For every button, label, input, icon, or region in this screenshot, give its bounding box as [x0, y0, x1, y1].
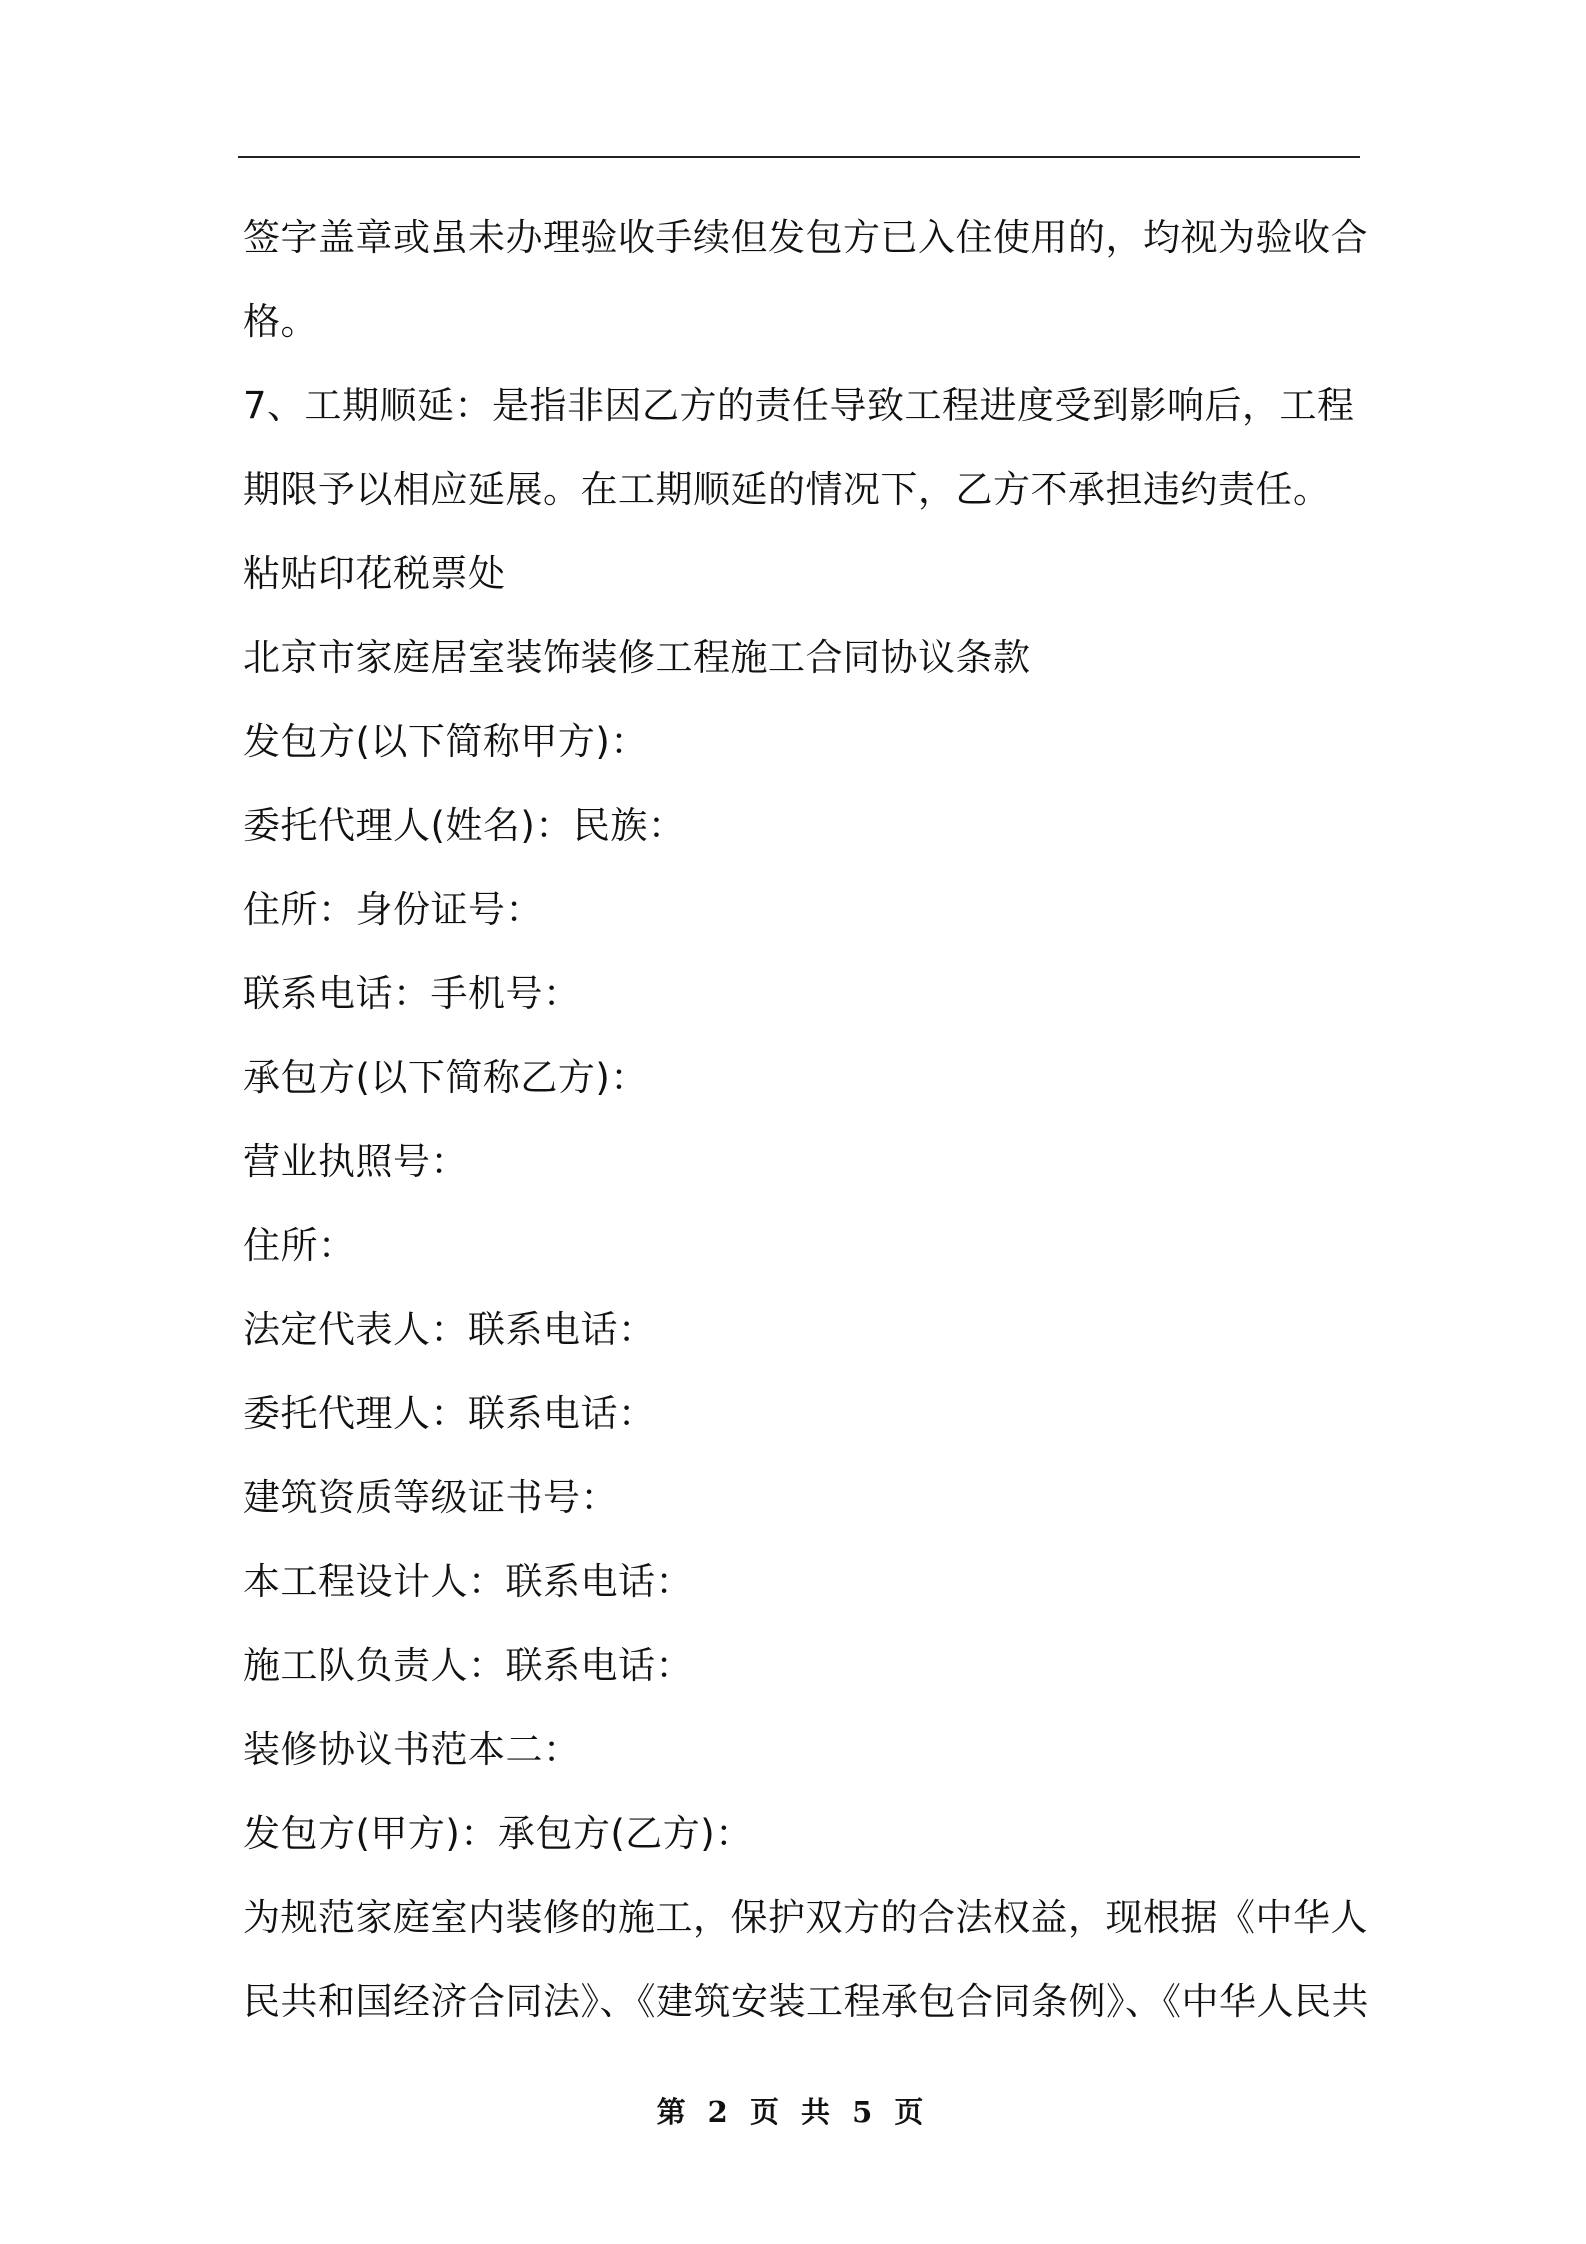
stamp-tax-label: 粘贴印花税票处	[243, 552, 506, 595]
text-line-3: 7、工期顺延：是指非因乙方的责任导致工程进度受到影响后，工程	[243, 384, 1355, 427]
text-line-2: 格。	[243, 300, 318, 343]
legal-rep-field: 法定代表人：联系电话：	[243, 1308, 656, 1351]
party-b-field: 承包方(以下简称乙方)：	[243, 1056, 648, 1099]
team-leader-field: 施工队负责人：联系电话：	[243, 1644, 693, 1687]
address-id-field: 住所：身份证号：	[243, 888, 543, 931]
text-line-21: 为规范家庭室内装修的施工，保护双方的合法权益，现根据《中华人	[243, 1896, 1368, 1939]
parties-field: 发包方(甲方)：承包方(乙方)：	[243, 1812, 753, 1855]
qualification-cert-field: 建筑资质等级证书号：	[243, 1476, 618, 1519]
header-rule	[238, 156, 1360, 158]
address-field: 住所：	[243, 1224, 356, 1267]
party-a-field: 发包方(以下简称甲方)：	[243, 720, 648, 763]
contract-title: 北京市家庭居室装饰装修工程施工合同协议条款	[243, 636, 1031, 679]
business-license-field: 营业执照号：	[243, 1140, 468, 1183]
agent-phone-field: 委托代理人：联系电话：	[243, 1392, 656, 1435]
text-line-22: 民共和国经济合同法》、《建筑安装工程承包合同条例》、《中华人民共	[243, 1980, 1369, 2023]
text-line-1: 签字盖章或虽未办理验收手续但发包方已入住使用的，均视为验收合	[243, 216, 1368, 259]
document-body	[243, 196, 1369, 2044]
phone-mobile-field: 联系电话：手机号：	[243, 972, 581, 1015]
page-number-footer: 第 2 页 共 5 页	[656, 2095, 930, 2129]
template-two-heading: 装修协议书范本二：	[243, 1728, 581, 1771]
agent-name-field: 委托代理人(姓名)：民族：	[243, 804, 686, 847]
designer-field: 本工程设计人：联系电话：	[243, 1560, 693, 1603]
text-line-4: 期限予以相应延展。在工期顺延的情况下，乙方不承担违约责任。	[243, 468, 1331, 511]
